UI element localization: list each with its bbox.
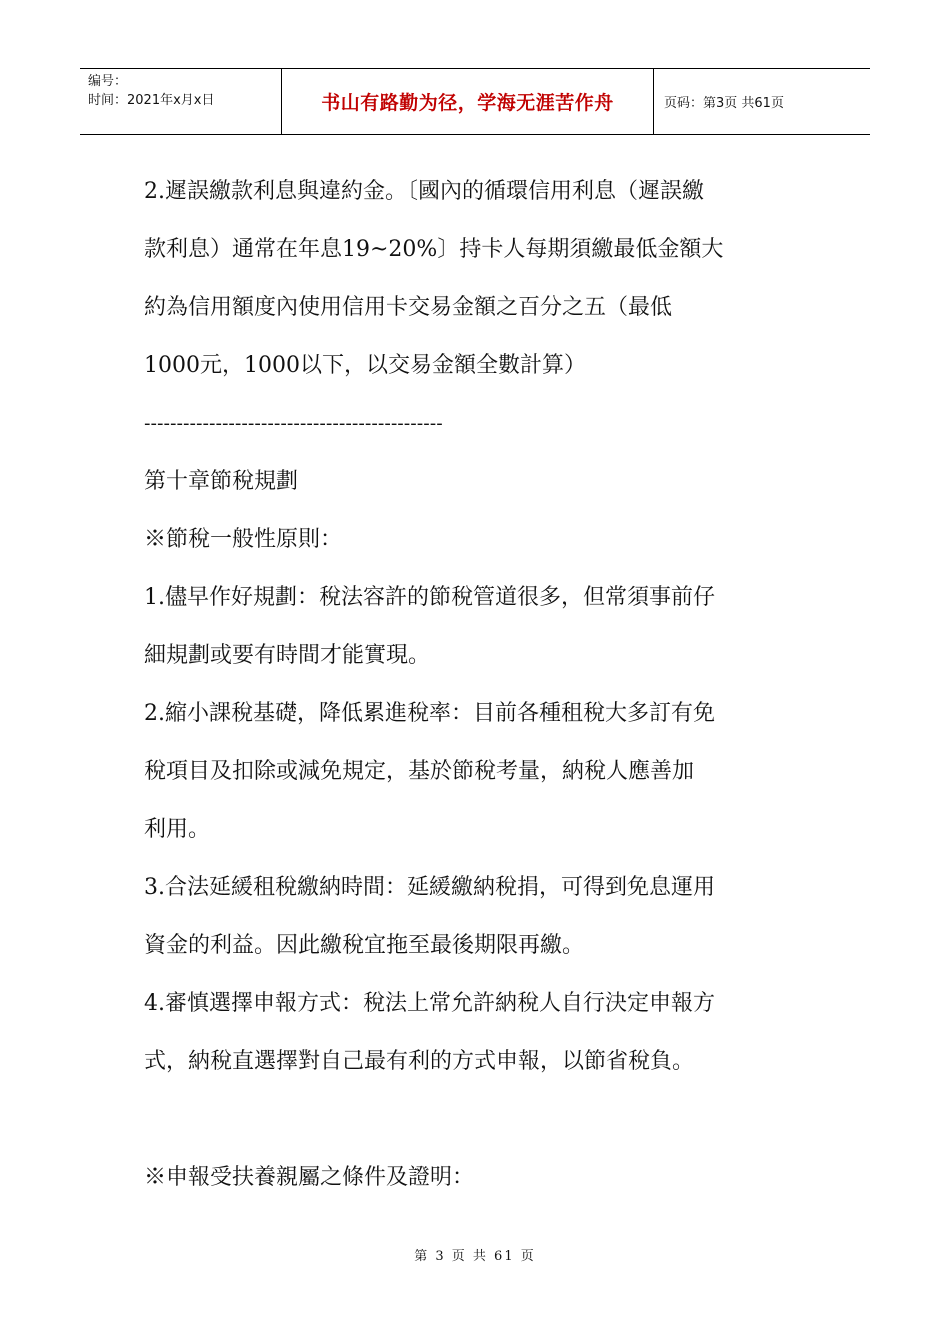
header-motto: 书山有路勤为径，学海无涯苦作舟: [282, 69, 654, 134]
header-meta: [80, 69, 282, 134]
body-line: 1000元，1000以下，以交易金額全數計算）: [144, 353, 586, 378]
page-header: [80, 68, 870, 135]
header-number-label: 编号：: [88, 74, 128, 89]
body-line: 2.遲誤繳款利息與違約金。〔國內的循環信用利息（遲誤繳: [144, 179, 704, 204]
section-heading: ※申報受扶養親屬之條件及證明：: [144, 1165, 475, 1190]
chapter-heading: 第十章節稅規劃: [144, 469, 299, 494]
body-line: 1.儘早作好規劃：稅法容許的節稅管道很多，但常須事前仔: [144, 585, 715, 610]
page-footer: 第 3 页 共 61 页: [414, 1249, 536, 1264]
body-line: 4.審慎選擇申報方式：稅法上常允許納稅人自行決定申報方: [144, 991, 715, 1016]
document-body: [144, 163, 809, 1207]
body-line: 3.合法延緩租稅繳納時間：延緩繳納稅捐，可得到免息運用: [144, 875, 715, 900]
body-line: 稅項目及扣除或減免規定，基於節稅考量，納稅人應善加: [144, 759, 695, 784]
body-line: 式，納稅直選擇對自己最有利的方式申報，以節省稅負。: [144, 1049, 695, 1074]
body-line: 細規劃或要有時間才能實現。: [144, 643, 431, 668]
body-line: 款利息）通常在年息19~20%〕持卡人每期須繳最低金額大: [144, 237, 724, 262]
header-date-label: 时间：2021年x月x日: [88, 93, 215, 108]
body-line: 利用。: [144, 817, 211, 842]
blank-line: [144, 1091, 809, 1149]
body-line: 資金的利益。因此繳稅宜拖至最後期限再繳。: [144, 933, 585, 958]
separator-line: ----------------------------------------------: [144, 413, 443, 434]
body-line: 2.縮小課稅基礎，降低累進稅率：目前各種租稅大多訂有免: [144, 701, 715, 726]
section-heading: ※節稅一般性原則：: [144, 527, 343, 552]
header-page-info: 页码：第3页 共61页: [664, 96, 784, 111]
body-line: 約為信用額度內使用信用卡交易金額之百分之五（最低: [144, 295, 673, 320]
